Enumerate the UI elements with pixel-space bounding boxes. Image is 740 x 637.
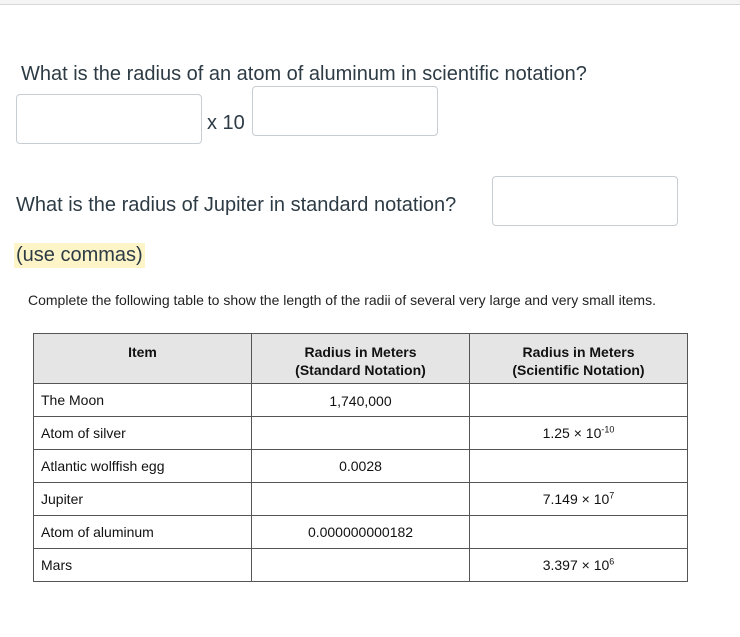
table-row bbox=[34, 549, 688, 582]
table-row bbox=[34, 384, 688, 417]
header-scientific-notation: Radius in Meters (Scientific Notation) bbox=[470, 334, 688, 384]
standard-cell: 0.0028 bbox=[252, 450, 470, 483]
scientific-cell bbox=[470, 450, 688, 483]
exponent: 6 bbox=[609, 556, 615, 567]
standard-cell bbox=[252, 483, 470, 516]
item-cell: Mars bbox=[34, 549, 252, 582]
item-cell: Jupiter bbox=[34, 483, 252, 516]
table-row bbox=[34, 516, 688, 549]
table-row bbox=[34, 450, 688, 483]
scientific-cell bbox=[470, 384, 688, 417]
item-cell: Atlantic wolffish egg bbox=[34, 450, 252, 483]
header-item: Item bbox=[34, 334, 252, 384]
item-cell: Atom of aluminum bbox=[34, 516, 252, 549]
table-row bbox=[34, 483, 688, 516]
item-cell: The Moon bbox=[34, 384, 252, 417]
table-header-row bbox=[34, 334, 688, 384]
times-ten-label: x 10 bbox=[207, 112, 245, 134]
question-aluminum-scientific: What is the radius of an atom of aluminum in scientific notation? bbox=[21, 63, 587, 85]
use-commas-hint: (use commas) bbox=[16, 244, 143, 266]
standard-cell: 1,740,000 bbox=[252, 384, 470, 417]
radii-table bbox=[33, 333, 688, 582]
exponent: -10 bbox=[601, 424, 615, 435]
scientific-cell: $3.397 \times 10^6$ bbox=[470, 549, 688, 582]
table-instructions: Complete the following table to show the length of the radii of several very large and very small items. bbox=[28, 292, 656, 308]
question-jupiter-standard: What is the radius of Jupiter in standard notation? bbox=[16, 194, 457, 216]
top-divider bbox=[0, 0, 740, 5]
coefficient-input[interactable] bbox=[16, 94, 202, 144]
scientific-cell: $1.25 \times 10^{-10}$ bbox=[470, 417, 688, 450]
standard-cell bbox=[252, 549, 470, 582]
standard-cell: 0.000000000182 bbox=[252, 516, 470, 549]
scientific-cell: $7.149 \times 10^7$ bbox=[470, 483, 688, 516]
scientific-cell bbox=[470, 516, 688, 549]
standard-cell bbox=[252, 417, 470, 450]
item-cell: Atom of silver bbox=[34, 417, 252, 450]
exponent-input[interactable] bbox=[252, 86, 438, 136]
header-standard-notation: Radius in Meters (Standard Notation) bbox=[252, 334, 470, 384]
jupiter-standard-input[interactable] bbox=[492, 176, 678, 226]
table-row bbox=[34, 417, 688, 450]
exponent: 7 bbox=[609, 490, 615, 501]
